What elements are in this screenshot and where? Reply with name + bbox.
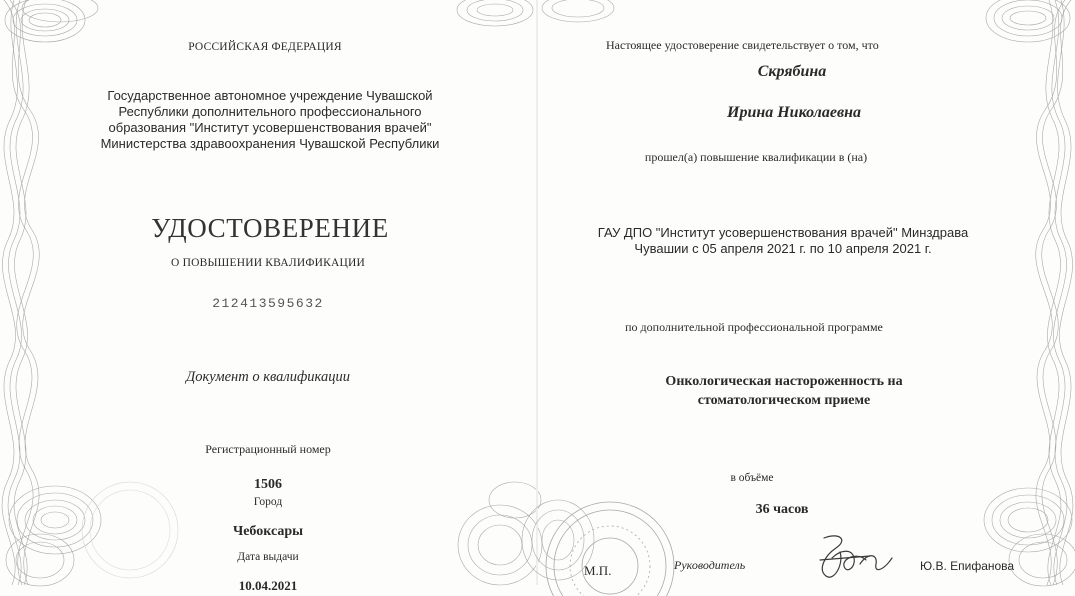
country-name: РОССИЙСКАЯ ФЕДЕРАЦИЯ <box>188 41 342 53</box>
training-statement: прошел(а) повышение квалификации в (на) <box>644 150 868 164</box>
certificate-left-page <box>0 0 537 593</box>
official-seal <box>530 486 690 596</box>
training-institution <box>598 225 968 257</box>
document-type: Документ о квалификации <box>186 369 350 385</box>
course-hours: 36 часов <box>755 502 809 517</box>
certificate-number: 212413595632 <box>212 296 324 311</box>
issue-date-value: 10.04.2021 <box>238 578 298 593</box>
institution-line: ГАУ ДПО "Институт усовершенствования врачей" Минздрава <box>597 225 969 240</box>
program-label: по дополнительной профессиональной программе <box>625 320 883 334</box>
document-subtitle: О ПОВЫШЕНИИ КВАЛИФИКАЦИИ <box>170 257 366 269</box>
organization-line: Министерства здравоохранения Чувашской Республики <box>100 136 440 151</box>
organization-line: Республики дополнительного профессионального <box>118 104 422 119</box>
course-title <box>665 372 902 410</box>
certificate-intro: Настоящее удостоверение свидетельствует о том, что <box>606 38 879 52</box>
course-line: стоматологическом приеме <box>697 393 871 408</box>
guilloche-border-right <box>538 0 1075 585</box>
issuing-organization <box>101 88 440 152</box>
registration-label: Регистрационный номер <box>205 442 331 456</box>
document-title: УДОСТОВЕРЕНИЕ <box>151 213 389 243</box>
head-name: Ю.В. Епифанова <box>920 559 1015 573</box>
head-label: Руководитель <box>674 558 746 572</box>
institution-line: Чувашии с 05 апреля 2021 г. по 10 апреля 2021 г. <box>634 241 932 256</box>
seal-place-label: М.П. <box>584 563 612 578</box>
organization-line: образования "Институт усовершенствования врачей" <box>108 120 432 135</box>
course-line: Онкологическая настороженность на <box>665 374 903 389</box>
holder-surname: Скрябина <box>757 63 827 80</box>
registration-number: 1506 <box>254 477 282 492</box>
holder-given-names: Ирина Николаевна <box>726 104 862 121</box>
city-value: Чебоксары <box>232 524 304 539</box>
certificate-right-page <box>538 0 1075 585</box>
signature <box>810 530 900 585</box>
organization-line: Государственное автономное учреждение Чувашской <box>107 88 433 103</box>
issue-date-label: Дата выдачи <box>237 551 299 563</box>
city-label: Город <box>253 496 283 508</box>
volume-label: в объёме <box>730 472 774 484</box>
